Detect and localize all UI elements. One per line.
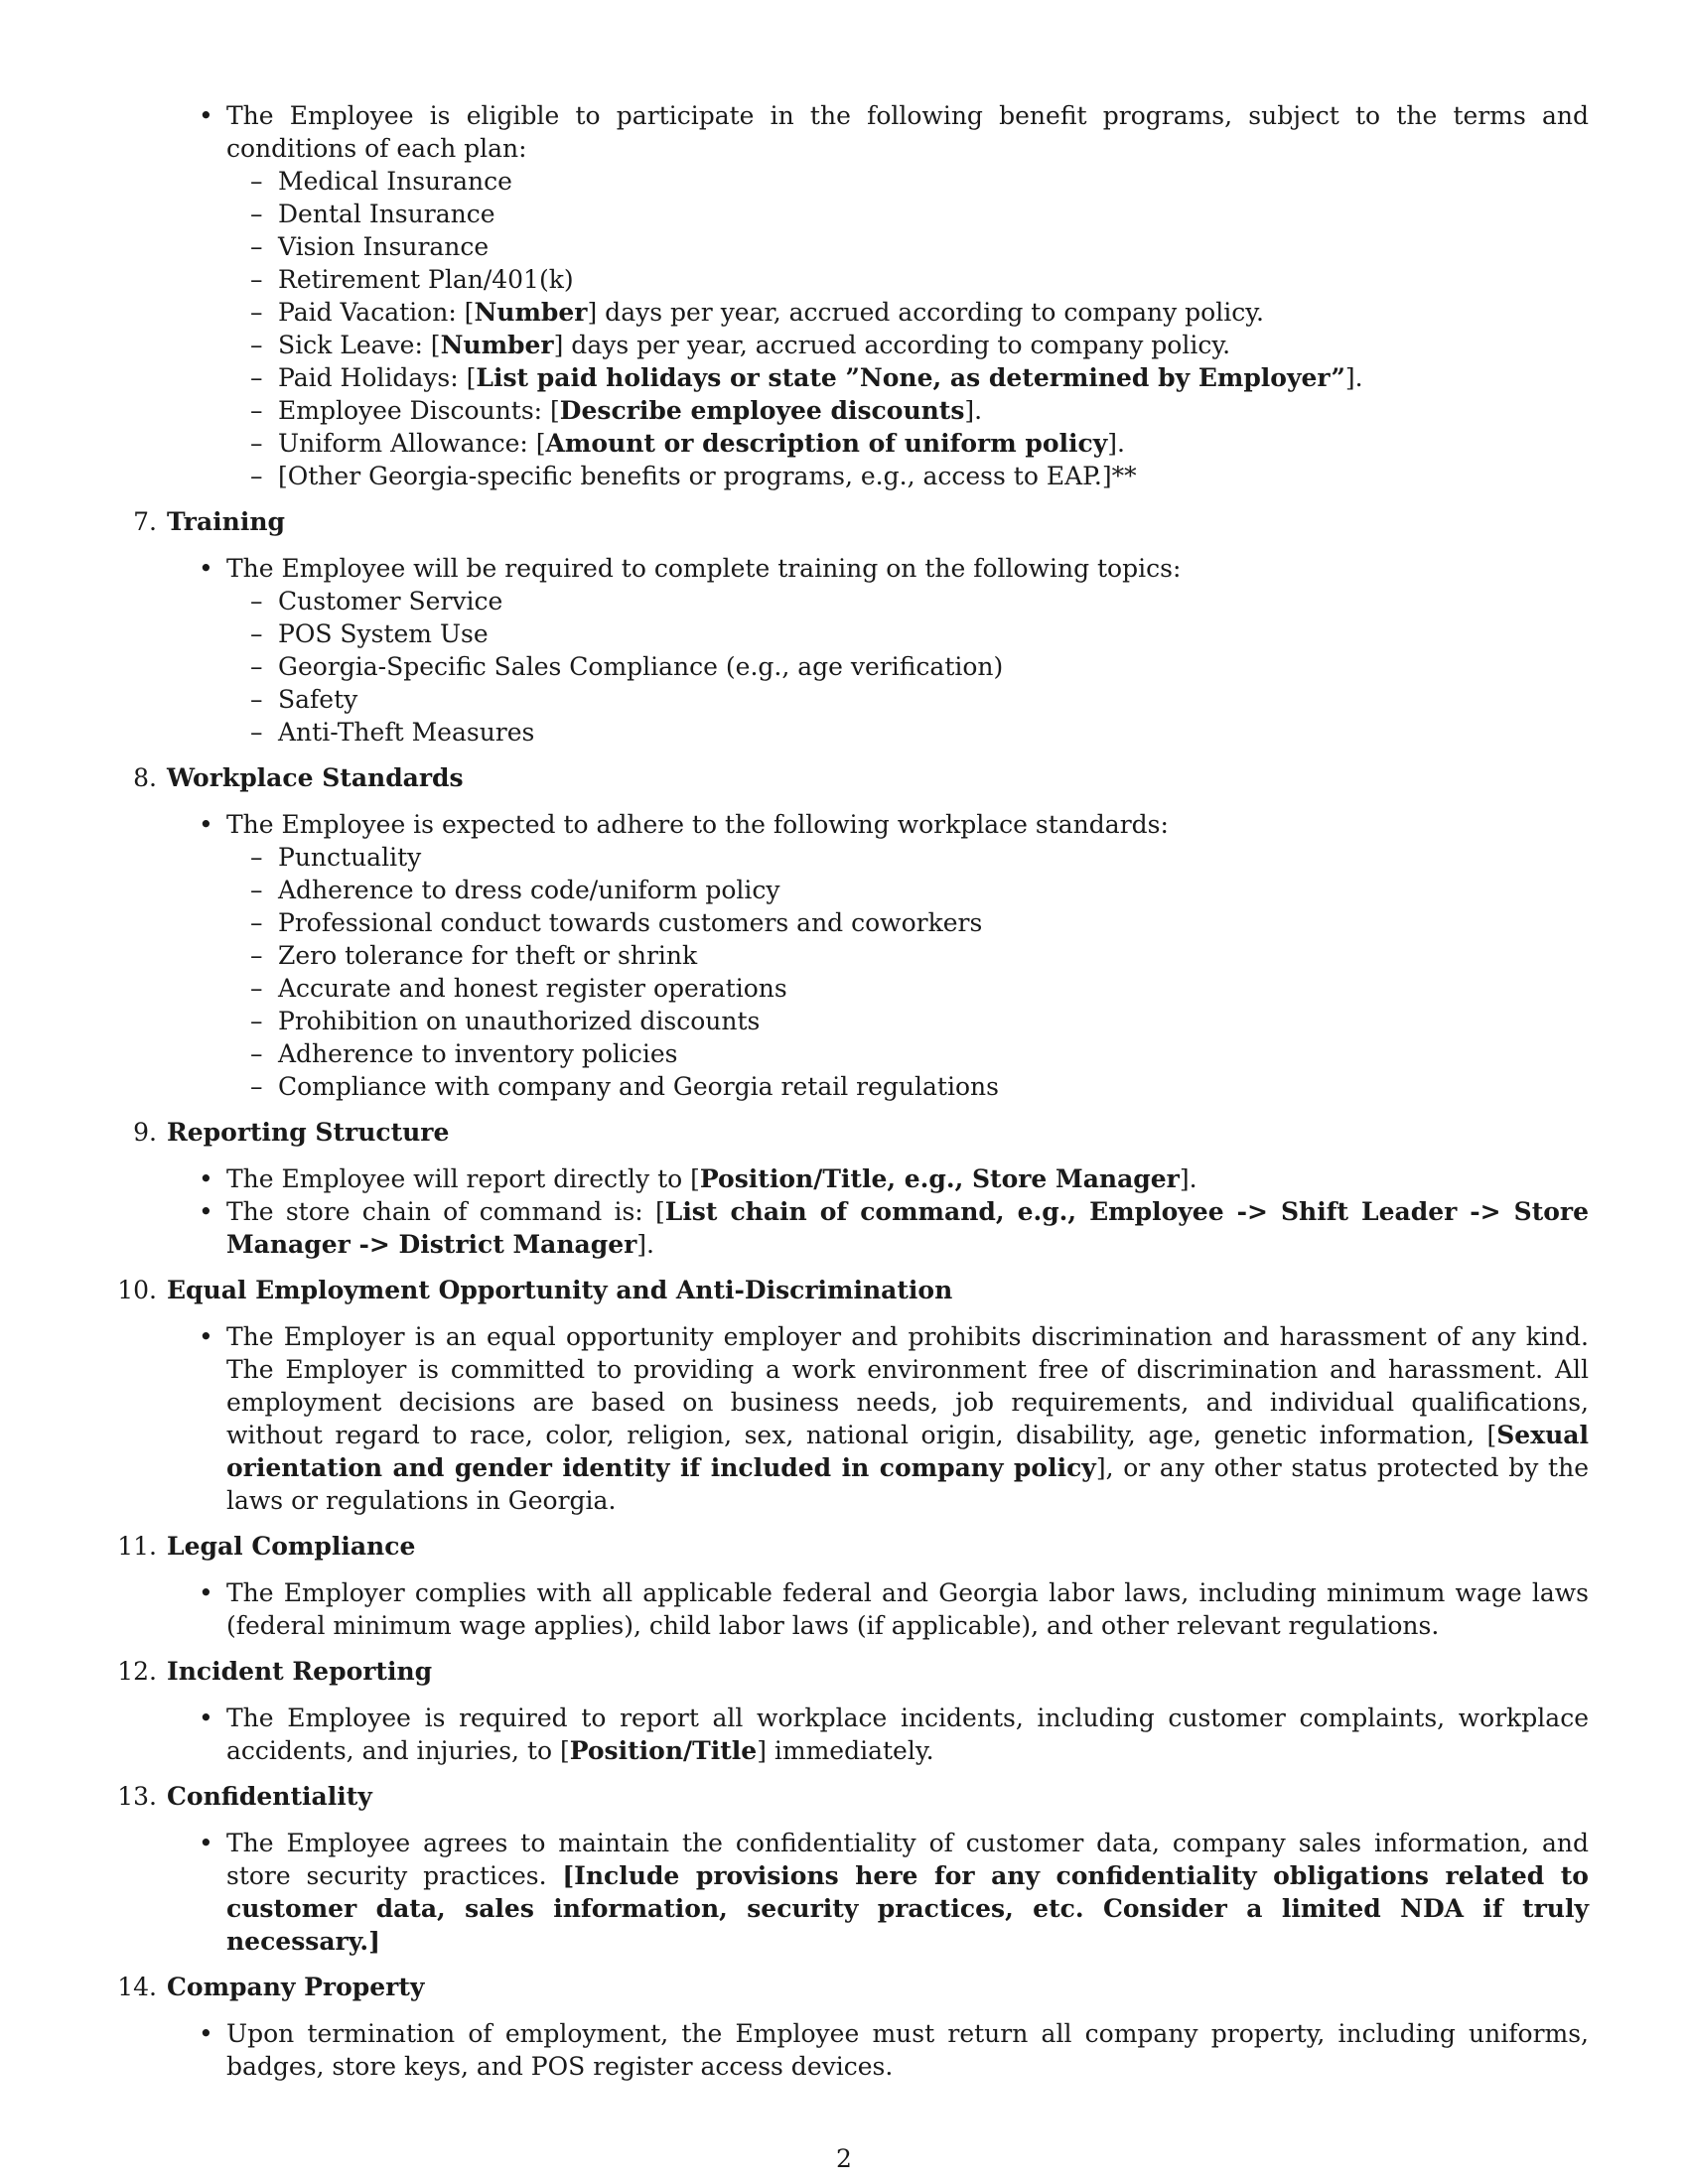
text-run: Sick Leave: [ xyxy=(278,331,441,359)
bullet-item xyxy=(226,1827,1589,1958)
text-run: Adherence to dress code/uniform policy xyxy=(278,876,780,904)
benefit-item xyxy=(278,361,1589,394)
section-title: Incident Reporting xyxy=(167,1657,433,1686)
bullet-item xyxy=(226,552,1589,585)
bullet-item xyxy=(226,2017,1589,2083)
section-number: 10. xyxy=(117,1276,157,1304)
text-run: The Employee will report directly to [ xyxy=(226,1164,700,1193)
page-number: 2 xyxy=(836,2144,852,2173)
text-run: Paid Vacation: [ xyxy=(278,298,475,327)
text-run: Anti-Theft Measures xyxy=(278,718,535,747)
sub-item xyxy=(278,939,1589,972)
benefit-item xyxy=(278,263,1589,296)
section-heading xyxy=(117,1971,1589,2003)
section-heading xyxy=(117,1655,1589,1688)
section xyxy=(117,1274,1589,1517)
benefits-block xyxy=(117,99,1589,492)
sub-item xyxy=(278,1005,1589,1037)
placeholder-text: Sexual orientation and gender identity if included in company policy xyxy=(226,1421,1589,1482)
sub-item xyxy=(278,585,1589,617)
text-run: Medical Insurance xyxy=(278,167,512,196)
placeholder-text: Describe employee discounts xyxy=(559,396,965,425)
sub-item xyxy=(278,617,1589,650)
section-title: Legal Compliance xyxy=(167,1532,416,1561)
section-heading xyxy=(117,1530,1589,1563)
section xyxy=(117,1780,1589,1958)
sub-item xyxy=(278,716,1589,749)
placeholder-text: Amount or description of uniform policy xyxy=(545,429,1108,458)
text-run: Uniform Allowance: [ xyxy=(278,429,546,458)
section xyxy=(117,1655,1589,1767)
text-run: Vision Insurance xyxy=(278,232,490,261)
sub-item xyxy=(278,1070,1589,1103)
text-run: Upon termination of employment, the Employee must return all company property, including uniforms, badges, store keys, and POS register access devices. xyxy=(226,2019,1589,2081)
sub-item xyxy=(278,972,1589,1005)
placeholder-text: [Include provisions here for any confidentiality obligations related to customer data, sales information, security practices, etc. Consider a limited NDA if truly necessary.] xyxy=(226,1861,1589,1956)
text-run: ]. xyxy=(1344,363,1363,392)
bullet-item xyxy=(226,1576,1589,1642)
text-run: The Employee is expected to adhere to the following workplace standards: xyxy=(226,810,1169,839)
text-run: The Employee agrees to maintain the confidentiality of customer data, company sales information, and store security practices. xyxy=(226,1829,1589,1890)
text-run: ]. xyxy=(636,1230,654,1259)
text-run: The Employee is required to report all workplace incidents, including customer complaints, workplace accidents, and injuries, to [ xyxy=(226,1704,1589,1765)
section-number: 9. xyxy=(133,1118,157,1147)
section-number: 11. xyxy=(117,1532,157,1561)
text-run: Zero tolerance for theft or shrink xyxy=(278,941,698,970)
benefit-item xyxy=(278,329,1589,361)
text-run: [Other Georgia-specific benefits or programs, e.g., access to EAP.]** xyxy=(278,462,1137,490)
sub-item xyxy=(278,874,1589,906)
text-run: Georgia-Specific Sales Compliance (e.g., age verification) xyxy=(278,652,1004,681)
text-run: Dental Insurance xyxy=(278,200,495,228)
section-heading xyxy=(117,1780,1589,1813)
bullet-item xyxy=(226,1195,1589,1261)
text-run: Punctuality xyxy=(278,843,422,872)
section xyxy=(117,1971,1589,2083)
text-run: ] immediately. xyxy=(757,1736,934,1765)
benefit-item xyxy=(278,165,1589,198)
text-run: The store chain of command is: [ xyxy=(226,1197,665,1226)
section-title: Equal Employment Opportunity and Anti-Discrimination xyxy=(167,1276,953,1304)
text-run: ], or any other status protected by the laws or regulations in Georgia. xyxy=(226,1453,1589,1515)
bullet-item xyxy=(226,1320,1589,1517)
text-run: Professional conduct towards customers and coworkers xyxy=(278,908,983,937)
bullet-item xyxy=(226,808,1589,841)
benefits-intro-bullet: • The Employee is eligible to participate in the following benefit programs, subject to the terms and conditions of each plan: xyxy=(226,99,1589,165)
sub-item xyxy=(278,841,1589,874)
benefit-item xyxy=(278,296,1589,329)
section-title: Workplace Standards xyxy=(167,763,464,792)
text-run: Retirement Plan/401(k) xyxy=(278,265,574,294)
text-run: The Employer is an equal opportunity employer and prohibits discrimination and harassment of any kind. The Employer is committed to providing a work environment free of discrimination and harassment. All employment decisions are based on business needs, job requirements, and individual qualifications, without regard to race, color, religion, sex, national origin, disability, age, genetic information, [ xyxy=(226,1322,1589,1449)
section xyxy=(117,505,1589,749)
section-number: 12. xyxy=(117,1657,157,1686)
text-run: ]. xyxy=(964,396,983,425)
sub-item xyxy=(278,683,1589,716)
text-run: Employee Discounts: [ xyxy=(278,396,560,425)
sub-item xyxy=(278,650,1589,683)
text-run: Accurate and honest register operations xyxy=(278,974,787,1003)
section-number: 7. xyxy=(133,507,157,536)
text-run: Customer Service xyxy=(278,587,503,615)
text-run: Safety xyxy=(278,685,358,714)
section-heading xyxy=(117,1274,1589,1306)
placeholder-text: Position/Title, e.g., Store Manager xyxy=(699,1164,1180,1193)
bullet-item xyxy=(226,1702,1589,1767)
text-run: ]. xyxy=(1179,1164,1197,1193)
text-run: ] days per year, accrued according to company policy. xyxy=(587,298,1264,327)
benefit-item xyxy=(278,460,1589,492)
section-title: Reporting Structure xyxy=(167,1118,450,1147)
benefit-item xyxy=(278,230,1589,263)
section-number: 14. xyxy=(117,1973,157,2001)
text-run: Paid Holidays: [ xyxy=(278,363,477,392)
sub-item xyxy=(278,906,1589,939)
section-number: 8. xyxy=(133,763,157,792)
section-title: Confidentiality xyxy=(167,1782,372,1811)
text-run: Compliance with company and Georgia retail regulations xyxy=(278,1072,999,1101)
placeholder-text: Position/Title xyxy=(569,1736,758,1765)
text-run: POS System Use xyxy=(278,619,489,648)
text-run: Prohibition on unauthorized discounts xyxy=(278,1007,761,1035)
document-body xyxy=(117,99,1589,2083)
text-run: ] days per year, accrued according to company policy. xyxy=(553,331,1231,359)
placeholder-text: Number xyxy=(440,331,554,359)
section-heading xyxy=(133,1116,1589,1149)
text-run: The Employee will be required to complete training on the following topics: xyxy=(226,554,1182,583)
section xyxy=(117,1116,1589,1261)
sections-list xyxy=(117,505,1589,2083)
section xyxy=(117,761,1589,1103)
section-heading xyxy=(133,505,1589,538)
section-title: Company Property xyxy=(167,1973,425,2001)
sub-item xyxy=(278,1037,1589,1070)
text-run: Adherence to inventory policies xyxy=(278,1039,678,1068)
placeholder-text: Number xyxy=(474,298,588,327)
benefit-item xyxy=(278,198,1589,230)
placeholder-text: List paid holidays or state ”None, as determined by Employer” xyxy=(476,363,1345,392)
section-heading xyxy=(133,761,1589,794)
text-run: ]. xyxy=(1107,429,1125,458)
placeholder-text: List chain of command, e.g., Employee -> Shift Leader -> Store Manager -> District Manager xyxy=(226,1197,1589,1259)
benefit-item xyxy=(278,394,1589,427)
benefit-item xyxy=(278,427,1589,460)
section-title: Training xyxy=(167,507,285,536)
section-number: 13. xyxy=(117,1782,157,1811)
bullet-item xyxy=(226,1162,1589,1195)
text-run: The Employer complies with all applicable federal and Georgia labor laws, including minimum wage laws (federal minimum wage applies), child labor laws (if applicable), and other relevant regulations. xyxy=(226,1578,1589,1640)
section xyxy=(117,1530,1589,1642)
benefits-list xyxy=(117,165,1589,492)
